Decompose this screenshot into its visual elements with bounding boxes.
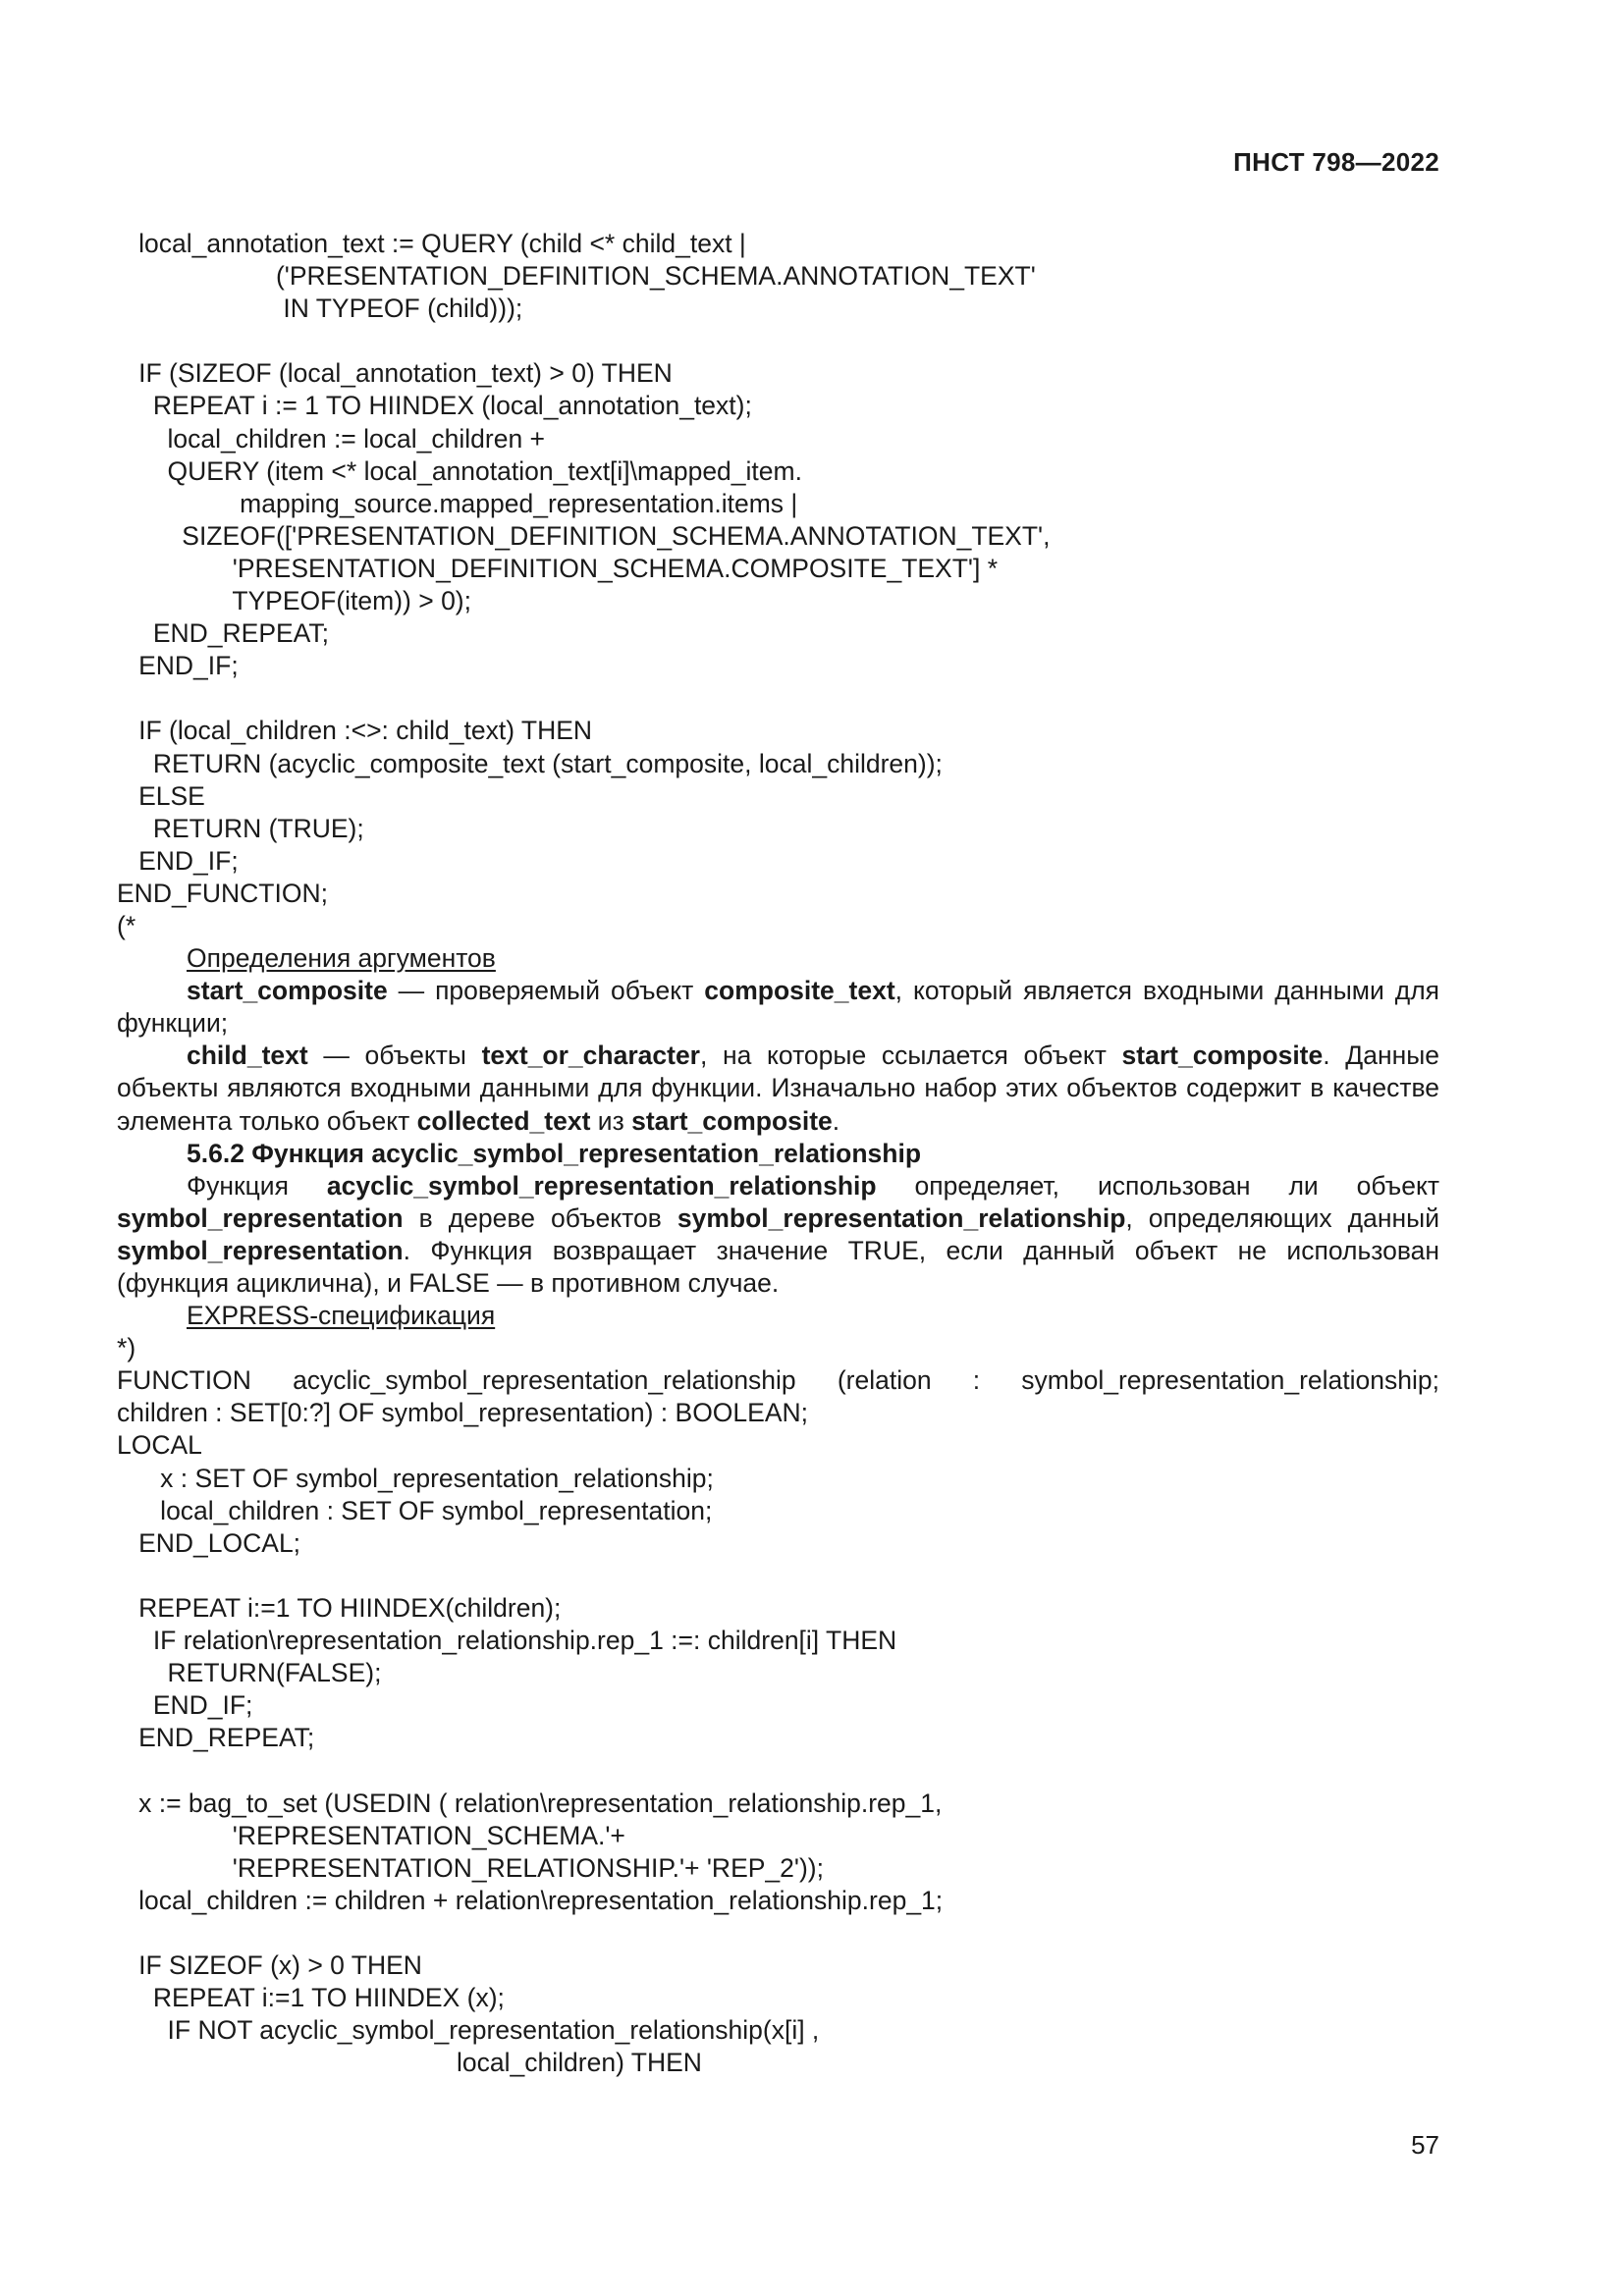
code-line: END_IF; — [117, 1690, 253, 1721]
code-line — [117, 1754, 1439, 1787]
code-line: IF (SIZEOF (local_annotation_text) > 0) THEN — [117, 358, 673, 389]
code-line: IN TYPEOF (child))); — [117, 294, 523, 324]
argument-start-composite: start_composite — проверяемый объект composite_text, который является входными данными для функции; — [117, 976, 1440, 1039]
arguments-heading: Определения аргументов — [187, 943, 496, 974]
code-line: RETURN (acyclic_composite_text (start_composite, local_children)); — [117, 748, 943, 778]
code-line: RETURN(FALSE); — [117, 1658, 382, 1688]
code-line: END_LOCAL; — [117, 1527, 301, 1558]
code-line — [117, 682, 1439, 715]
code-line: ('PRESENTATION_DEFINITION_SCHEMA.ANNOTATION_TEXT' — [117, 261, 1036, 292]
code-line: local_children) THEN — [117, 2048, 702, 2078]
code-line: QUERY (item <* local_annotation_text[i]\mapped_item. — [117, 455, 802, 486]
code-line: x := bag_to_set (USEDIN ( relation\representation_relationship.rep_1, — [117, 1788, 943, 1818]
code-line: 'REPRESENTATION_SCHEMA.'+ — [117, 1820, 625, 1850]
code-line: mapping_source.mapped_representation.items | — [117, 488, 798, 518]
code-line: x : SET OF symbol_representation_relationship; — [117, 1463, 714, 1493]
code-line: END_FUNCTION; — [117, 878, 328, 908]
code-line: ELSE — [117, 780, 205, 811]
code-line: IF relation\representation_relationship.rep_1 :=: children[i] THEN — [117, 1626, 897, 1656]
code-line — [117, 1560, 1439, 1592]
code-line: local_children : SET OF symbol_representation; — [117, 1495, 713, 1525]
code-line: TYPEOF(item)) > 0); — [117, 586, 471, 616]
code-line: (* — [117, 910, 136, 940]
section-description: Функция acyclic_symbol_representation_relationship определяет, использован ли объект symbol_representation в дереве объектов symbol_representation_relationship, определяющих данный symbol_representation. Функция возвращает значение TRUE, если данный объект не использован (функция ациклична), и FALSE — в противном случае. — [117, 1170, 1439, 1298]
code-line: REPEAT i := 1 TO HIINDEX (local_annotation_text); — [117, 391, 752, 421]
code-line: IF (local_children :<>: child_text) THEN — [117, 716, 593, 746]
page-number: 57 — [1411, 2130, 1439, 2160]
function-signature-line: FUNCTION acyclic_symbol_representation_relationship (relation : symbol_representation_relationship; — [117, 1365, 1439, 1396]
code-line: RETURN (TRUE); — [117, 813, 364, 843]
code-line: IF NOT acyclic_symbol_representation_relationship(x[i] , — [117, 2015, 820, 2046]
code-line: local_children := children + relation\representation_relationship.rep_1; — [117, 1885, 944, 1915]
code-line: IF SIZEOF (x) > 0 THEN — [117, 1949, 422, 1980]
page-body — [117, 228, 1439, 2079]
comment-close: *) — [117, 1333, 136, 1363]
express-spec-heading: EXPRESS-спецификация — [187, 1301, 496, 1331]
code-block-2 — [117, 1397, 1439, 2079]
code-line: LOCAL — [117, 1430, 202, 1461]
code-block-1 — [117, 228, 1439, 942]
code-line: END_IF; — [117, 845, 239, 876]
code-line: 'PRESENTATION_DEFINITION_SCHEMA.COMPOSITE_TEXT'] * — [117, 553, 999, 583]
code-line: local_annotation_text := QUERY (child <* child_text | — [117, 229, 746, 258]
section-heading: 5.6.2 Функция acyclic_symbol_representation_relationship — [187, 1138, 922, 1168]
argument-child-text: child_text — объекты text_or_character, на которые ссылается объект start_composite. Данные объекты являются входными данными для функции. Изначально набор этих объектов содержит в качестве элемента только объект collected_text из start_composite. — [117, 1041, 1440, 1136]
code-line: END_REPEAT; — [117, 1723, 315, 1753]
code-line — [117, 325, 1439, 357]
document-id-header: ПНСТ 798—2022 — [1233, 147, 1439, 177]
code-line: REPEAT i:=1 TO HIINDEX (x); — [117, 1983, 505, 2013]
code-line: REPEAT i:=1 TO HIINDEX(children); — [117, 1592, 562, 1623]
code-line: children : SET[0:?] OF symbol_representation) : BOOLEAN; — [117, 1398, 809, 1428]
code-line: SIZEOF(['PRESENTATION_DEFINITION_SCHEMA.ANNOTATION_TEXT', — [117, 520, 1051, 551]
code-line: END_REPEAT; — [117, 618, 329, 649]
code-line — [117, 1917, 1439, 1949]
code-line: 'REPRESENTATION_RELATIONSHIP.'+ 'REP_2')); — [117, 1852, 824, 1883]
code-line: END_IF; — [117, 651, 239, 681]
code-line: local_children := local_children + — [117, 423, 546, 454]
